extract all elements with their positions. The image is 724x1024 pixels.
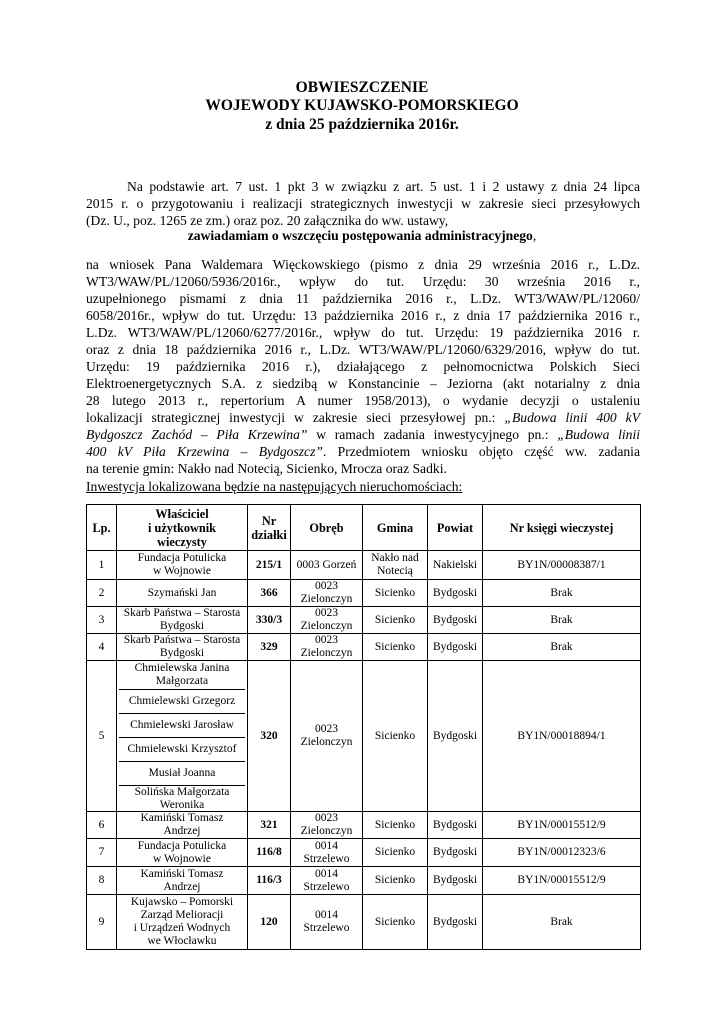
cell-lp: 7 [87, 839, 117, 867]
table-row [87, 607, 641, 634]
cell-commune [363, 580, 428, 607]
notice-line [0, 228, 724, 244]
co-owner-text: Chmielewski Jarosław [130, 719, 234, 731]
cell-lp: 9 [87, 895, 117, 950]
table-row [87, 551, 641, 580]
cell-commune-text: Notecią [377, 565, 413, 577]
cell-commune-text: Sicienko [374, 874, 416, 886]
cell-county: Bydgoski [428, 867, 483, 895]
cell-lp: 3 [87, 607, 117, 634]
cell-parcel: 215/1 [248, 551, 291, 580]
cell-commune-text: Sicienko [374, 640, 416, 653]
co-owner [119, 714, 245, 738]
cell-book: BY1N/00012323/6 [483, 839, 641, 867]
co-owner [119, 690, 245, 714]
cell-book: BY1N/00015512/9 [483, 867, 641, 895]
cell-book: Brak [483, 607, 641, 634]
header-text: i użytkownik [148, 520, 216, 535]
cell-county: Bydgoski [428, 895, 483, 950]
cell-lp: 1 [87, 551, 117, 580]
col-header-commune: Gmina [363, 505, 428, 551]
body-line: oraz z dnia 18 października 2016 r., L.Dz. WT3/WAW/PL/12060/6329/2016, wpływ do tut. [86, 342, 640, 357]
header-text: Właściciel [155, 506, 209, 521]
cell-lp: 2 [87, 580, 117, 607]
notice-comma: , [532, 228, 537, 243]
cell-precinct [291, 634, 363, 661]
cell-parcel: 120 [248, 895, 291, 950]
project-name: „Budowa linii [557, 427, 640, 442]
cell-owner [117, 634, 248, 661]
cell-owner [117, 895, 248, 950]
co-owner-text: Małgorzata [155, 675, 209, 687]
table-header-row [87, 505, 641, 551]
cell-parcel: 329 [248, 634, 291, 661]
col-header-book: Nr księgi wieczystej [483, 505, 641, 551]
col-header-parcel [248, 505, 291, 551]
cell-owner-text: Kamiński Tomasz [140, 812, 224, 824]
intro-line: 2015 r. o przygotowaniu i realizacji strategicznych inwestycji w zakresie sieci przesyłowych [86, 196, 640, 211]
cell-precinct [291, 895, 363, 950]
cell-commune-text: Sicienko [374, 915, 416, 928]
cell-precinct [291, 551, 363, 580]
body-line: Urzędu: 19 października 2016 r.), działającego z pełnomocnictwa Polskich Sieci [86, 359, 640, 374]
cell-precinct-text: 0014 [315, 867, 338, 880]
body-line: na terenie gmin: Nakło nad Notecią, Sicienko, Mrocza oraz Sadki. [86, 461, 447, 476]
cell-precinct-text: Zielonczyn [300, 593, 353, 605]
body-line: L.Dz. WT3/WAW/PL/12060/6277/2016r., wpływ do tut. Urzędu: 19 października 2016 r. [86, 325, 640, 340]
table-row [87, 580, 641, 607]
cell-parcel: 330/3 [248, 607, 291, 634]
cell-owner-text: Fundacja Potulicka [137, 839, 227, 852]
cell-parcel: 320 [248, 661, 291, 812]
body-line: uzupełnionego pismami z dnia 11 października 2016 r., L.Dz. WT3/WAW/PL/12060/ [86, 291, 640, 306]
cell-parcel: 116/8 [248, 839, 291, 867]
cell-owner [117, 551, 248, 580]
col-header-owner [117, 505, 248, 551]
cell-book: BY1N/00018894/1 [483, 661, 641, 812]
co-owner-text: Weronika [159, 798, 205, 811]
col-header-county: Powiat [428, 505, 483, 551]
cell-county: Bydgoski [428, 607, 483, 634]
body-line [86, 410, 640, 426]
co-owner [119, 786, 245, 811]
property-table [86, 504, 641, 950]
co-owner-text: Chmielewski Krzysztof [127, 743, 237, 755]
cell-precinct [291, 580, 363, 607]
cell-book: Brak [483, 580, 641, 607]
cell-precinct-text: 0023 [315, 812, 338, 824]
body-line: Elektroenergetycznych S.A. z siedzibą w Konstancinie – Jeziorna (akt notarialny z dnia [86, 376, 640, 391]
project-name: „Budowa linii 400 kV [504, 410, 640, 425]
body-line: WT3/WAW/PL/12060/5936/2016r., wpływ do tut. Urzędu: 30 września 2016 r., [86, 274, 640, 289]
table-row [87, 661, 641, 812]
cell-county: Bydgoski [428, 634, 483, 661]
cell-owner-text: Kamiński Tomasz [140, 867, 224, 880]
cell-precinct [291, 867, 363, 895]
header-text: Nr [261, 513, 277, 528]
cell-precinct-text: 0014 [315, 839, 338, 852]
cell-commune [363, 551, 428, 580]
cell-precinct [291, 607, 363, 634]
cell-book: BY1N/00015512/9 [483, 812, 641, 839]
cell-book: Brak [483, 895, 641, 950]
co-owner-text: Solińska Małgorzata [134, 785, 230, 798]
body-line: 28 lutego 2013 r., repertorium A numer 1958/2013), o wydanie decyzji o ustaleniu [86, 393, 640, 408]
intro-line: (Dz. U., poz. 1265 ze zm.) oraz poz. 20 załącznika do ww. ustawy, [86, 213, 449, 228]
cell-precinct-text: 0023 [315, 580, 338, 592]
body-text: lokalizacji strategicznej inwestycji w zakresie sieci przesyłowej pn.: [86, 410, 496, 425]
table-row [87, 812, 641, 839]
cell-commune-text: Sicienko [374, 729, 416, 742]
cell-owner [117, 607, 248, 634]
cell-book: BY1N/00008387/1 [483, 551, 641, 580]
co-owner [119, 661, 245, 690]
cell-owner-text: Kujawsko – Pomorski [130, 896, 234, 908]
cell-owner [117, 839, 248, 867]
body-line [86, 427, 640, 443]
cell-precinct-text: Strzelewo [303, 852, 350, 865]
cell-precinct-text: Strzelewo [303, 880, 350, 893]
cell-parcel: 321 [248, 812, 291, 839]
body-text: . Przedmiotem wniosku objęto część ww. zadania [322, 444, 640, 459]
project-name: Bydgoszcz Zachód – Piła Krzewina” [86, 427, 308, 442]
cell-commune [363, 867, 428, 895]
body-line: 6058/2016r., wpływ do tut. Urzędu: 13 października 2016 r., z dnia 17 października 2016 r., [86, 308, 640, 323]
notice-bold: zawiadamiam o wszczęciu postępowania administracyjnego [187, 228, 533, 243]
cell-parcel: 116/3 [248, 867, 291, 895]
header-text: działki [251, 527, 287, 542]
cell-commune [363, 812, 428, 839]
cell-lp: 6 [87, 812, 117, 839]
cell-precinct-text: 0023 [315, 607, 338, 619]
co-owner [119, 762, 245, 786]
cell-owner-text: Bydgoski [159, 647, 205, 659]
cell-county: Bydgoski [428, 812, 483, 839]
body-line [86, 444, 640, 460]
cell-precinct-text: 0014 [315, 909, 338, 921]
cell-commune [363, 661, 428, 812]
cell-precinct-text: Zielonczyn [300, 647, 353, 659]
cell-owner-text: i Urządzeń Wodnych [133, 922, 231, 934]
cell-county: Bydgoski [428, 661, 483, 812]
cell-owner-text: Skarb Państwa – Starosta [123, 607, 241, 619]
cell-precinct-text: 0003 Gorzeń [296, 558, 357, 571]
cell-book: Brak [483, 634, 641, 661]
table-row [87, 895, 641, 950]
project-name: 400 kV Piła Krzewina – Bydgoszcz” [86, 444, 323, 459]
cell-commune-text: Sicienko [374, 586, 416, 599]
cell-owner [117, 867, 248, 895]
table-row [87, 839, 641, 867]
table-intro: Inwestycja lokalizowana będzie na następujących nieruchomościach: [86, 479, 463, 494]
cell-precinct-text: Zielonczyn [300, 620, 353, 632]
cell-precinct [291, 839, 363, 867]
cell-owner [117, 812, 248, 839]
body-line: na wniosek Pana Waldemara Więckowskiego (pismo z dnia 29 września 2016 r., L.Dz. [86, 257, 640, 272]
cell-county: Nakielski [428, 551, 483, 580]
cell-precinct-text: 0023 [315, 723, 338, 735]
cell-owner-text: Zarząd Melioracji [140, 909, 224, 921]
cell-lp: 5 [87, 661, 117, 812]
cell-owner-text: w Wojnowie [153, 565, 211, 577]
cell-commune [363, 634, 428, 661]
col-header-precinct: Obręb [291, 505, 363, 551]
cell-lp: 4 [87, 634, 117, 661]
cell-commune [363, 839, 428, 867]
cell-owner-text: Szymański Jan [147, 586, 217, 599]
cell-commune-text: Sicienko [374, 846, 416, 858]
doc-title-date: z dnia 25 października 2016r. [265, 116, 459, 133]
cell-owner [117, 580, 248, 607]
cell-owner [117, 661, 248, 812]
cell-owner-text: we Włocławku [147, 935, 217, 947]
cell-county: Bydgoski [428, 580, 483, 607]
cell-commune-text: Sicienko [374, 613, 416, 626]
cell-precinct-text: Strzelewo [303, 922, 350, 934]
cell-precinct-text: 0023 [315, 634, 338, 646]
cell-parcel: 366 [248, 580, 291, 607]
intro-line: Na podstawie art. 7 ust. 1 pkt 3 w związku z art. 5 ust. 1 i 2 ustawy z dnia 24 lipca [127, 179, 640, 194]
cell-owner-text: Andrzej [163, 880, 201, 893]
co-owner-text: Musiał Joanna [148, 767, 216, 779]
cell-precinct [291, 812, 363, 839]
cell-county: Bydgoski [428, 839, 483, 867]
cell-owner-text: Andrzej [163, 825, 201, 837]
cell-owner-text: Fundacja Potulicka [137, 552, 227, 564]
cell-precinct-text: Zielonczyn [300, 825, 353, 837]
doc-title: OBWIESZCZENIE [295, 79, 429, 96]
cell-owner-text: Skarb Państwa – Starosta [123, 634, 241, 646]
table-row [87, 634, 641, 661]
cell-lp: 8 [87, 867, 117, 895]
header-text: wieczysty [157, 534, 207, 549]
cell-commune [363, 895, 428, 950]
co-owner-text: Chmielewski Grzegorz [128, 695, 236, 707]
body-text: w ramach zadania inwestycyjnego pn.: [316, 427, 549, 442]
cell-precinct [291, 661, 363, 812]
co-owner [119, 738, 245, 762]
cell-commune-text: Sicienko [374, 818, 416, 831]
table-body [87, 551, 641, 950]
co-owner-text: Chmielewska Janina [134, 662, 230, 674]
cell-precinct-text: Zielonczyn [300, 736, 353, 748]
cell-owner-text: w Wojnowie [153, 852, 211, 865]
cell-owner-text: Bydgoski [159, 620, 205, 632]
cell-commune [363, 607, 428, 634]
table-row [87, 867, 641, 895]
doc-title-issuer: WOJEWODY KUJAWSKO-POMORSKIEGO [205, 97, 519, 114]
cell-commune-text: Nakło nad [371, 552, 419, 564]
col-header-lp: Lp. [87, 505, 117, 551]
